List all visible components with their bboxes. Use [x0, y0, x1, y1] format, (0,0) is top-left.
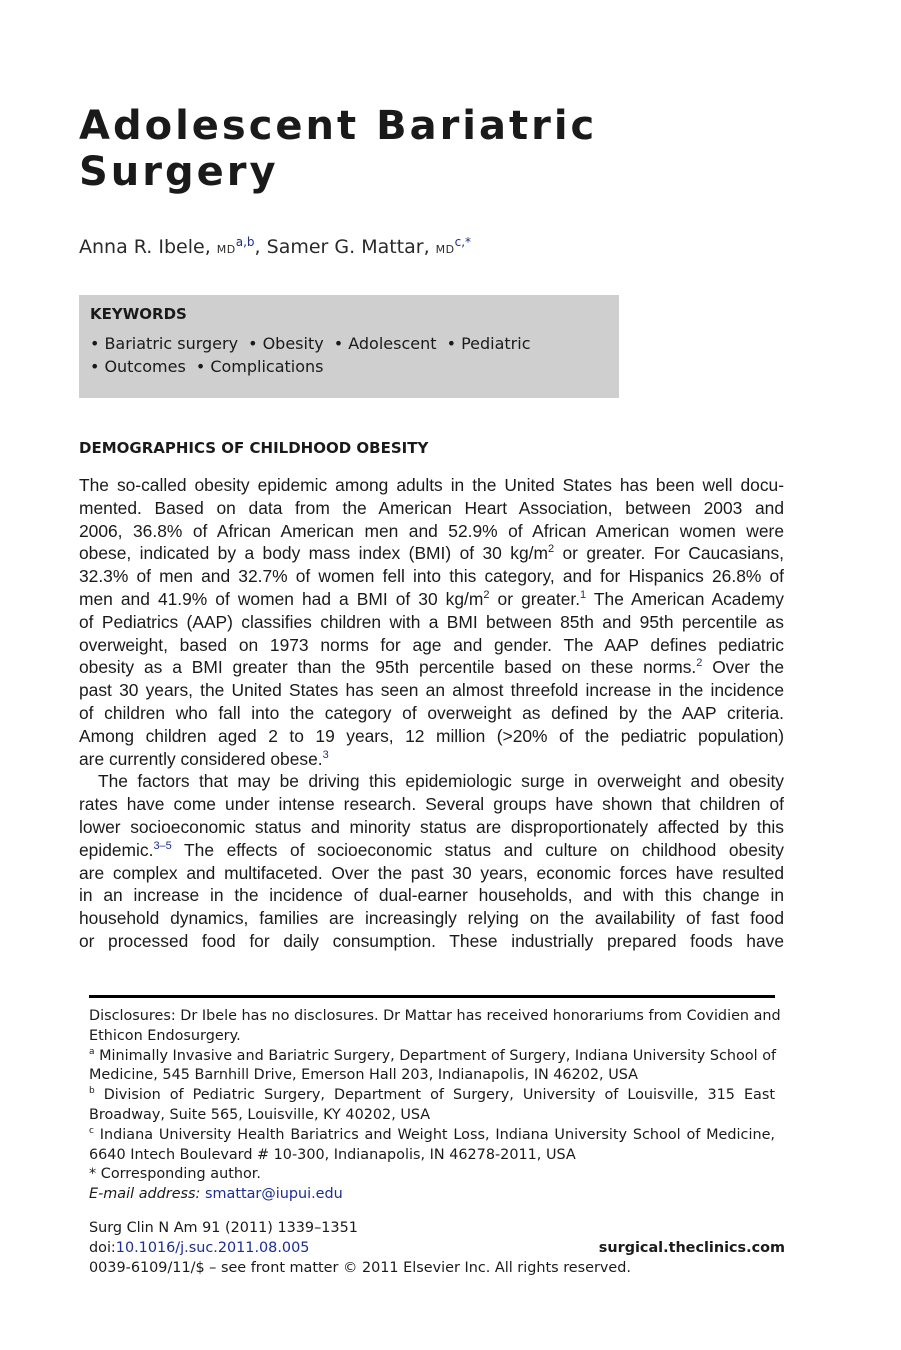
- text-fragment: epidemic.: [79, 839, 154, 860]
- keyword-item: Bariatric surgery: [104, 334, 239, 353]
- text-line: lower socioeconomic status and minority status are disproportionately affected by this: [79, 816, 784, 837]
- citation-link[interactable]: 3: [322, 748, 329, 761]
- text-fragment: obese, indicated by a body mass index (BMI) of 30 kg/m: [79, 543, 548, 564]
- footnote-line: Disclosures: Dr Ibele has no disclosures. Dr Mattar has received honorariums from Covidien and: [89, 1008, 781, 1024]
- text-line: overweight, based on 1973 norms for age and gender. The AAP defines pediatric: [79, 634, 784, 655]
- keywords-heading: KEYWORDS: [90, 305, 187, 323]
- keyword-item: Outcomes: [104, 357, 186, 376]
- text-fragment: men and 41.9% of women had a BMI of 30 kg/m: [79, 588, 484, 609]
- bullet-icon: •: [195, 357, 206, 376]
- keywords-line: [90, 357, 324, 376]
- affiliation-marker[interactable]: a,b: [235, 235, 255, 249]
- journal-website[interactable]: surgical.theclinics.com: [598, 1240, 785, 1256]
- journal-citation: Surg Clin N Am 91 (2011) 1339–1351: [89, 1220, 358, 1236]
- footnote-marker: c: [89, 1125, 94, 1136]
- citation-link[interactable]: 2: [696, 657, 703, 670]
- text-line: past 30 years, the United States has seen an almost threefold increase in the incidence: [79, 680, 784, 701]
- corresponding-author-note: * Corresponding author.: [89, 1166, 261, 1183]
- email-line: [89, 1185, 775, 1205]
- text-line: Among children aged 2 to 19 years, 12 million (>20% of the pediatric population): [79, 725, 784, 746]
- text-fragment: or greater.: [489, 588, 581, 609]
- text-line: [79, 839, 784, 862]
- author-list: [79, 236, 471, 258]
- footnote-line: Broadway, Suite 565, Louisville, KY 40202, USA: [89, 1106, 431, 1123]
- text-fragment: Over the: [702, 657, 784, 678]
- text-line: [79, 542, 784, 565]
- text-line: are complex and multifaceted. Over the past 30 years, economic forces have resulted: [79, 862, 784, 883]
- bullet-icon: •: [90, 334, 100, 353]
- footnote-line: [89, 1047, 775, 1067]
- email-link[interactable]: smattar@iupui.edu: [204, 1186, 343, 1203]
- citation-link[interactable]: 1: [580, 588, 587, 601]
- bullet-icon: •: [333, 334, 344, 353]
- text-line: The factors that may be driving this epidemiologic surge in overweight and obesity: [98, 771, 784, 792]
- doi-link[interactable]: 10.1016/j.suc.2011.08.005: [115, 1240, 310, 1256]
- superscript: 2: [483, 588, 490, 601]
- keyword-item: Adolescent: [348, 334, 437, 353]
- footnote-line: 6640 Intech Boulevard # 10-300, Indianapolis, IN 46278-2011, USA: [89, 1146, 576, 1163]
- bullet-icon: •: [446, 334, 457, 353]
- author-name: Anna R. Ibele,: [79, 236, 211, 258]
- keyword-item: Obesity: [262, 334, 324, 353]
- footnote-marker: a: [89, 1046, 95, 1057]
- keywords-box: [79, 295, 619, 398]
- text-line: 32.3% of men and 32.7% of women fell into this category, and for Hispanics 26.8% of: [79, 566, 784, 587]
- footnote-marker: b: [89, 1086, 95, 1097]
- text-fragment: The effects of socioeconomic status and culture on childhood obesity: [171, 839, 784, 860]
- text-line: 2006, 36.8% of African American men and 52.9% of African American women were: [79, 520, 784, 541]
- section-heading: DEMOGRAPHICS OF CHILDHOOD OBESITY: [79, 439, 429, 457]
- text-line: household dynamics, families are increasingly relying on the availability of fast food: [79, 908, 784, 929]
- citation-link[interactable]: 3–5: [153, 839, 172, 852]
- footnote-text: Minimally Invasive and Bariatric Surgery, Department of Surgery, Indiana University School of: [94, 1047, 777, 1064]
- footnote-line: Medicine, 545 Barnhill Drive, Emerson Hall 203, Indianapolis, IN 46202, USA: [89, 1067, 638, 1084]
- author-degree: MD: [435, 243, 455, 256]
- doi-prefix: doi:: [89, 1240, 116, 1256]
- footnote-line: [89, 1086, 775, 1106]
- footnote-divider: [89, 995, 775, 998]
- text-line: rates have come under intense research. Several groups have shown that children of: [79, 794, 784, 815]
- author-degree: MD: [216, 243, 236, 256]
- text-line: The so-called obesity epidemic among adults in the United States has been well docu-: [79, 475, 784, 495]
- keywords-line: [90, 334, 530, 353]
- text-line: or processed food for daily consumption. These industrially prepared foods have: [79, 930, 784, 951]
- bullet-icon: •: [90, 357, 100, 376]
- text-line: [79, 656, 784, 679]
- text-fragment: obesity as a BMI greater than the 95th percentile based on these norms.: [79, 657, 697, 678]
- text-line: in an increase in the incidence of dual-earner households, and with this change in: [79, 885, 784, 906]
- title-line-2: Surgery: [79, 149, 279, 195]
- footnote-line: [89, 1126, 775, 1146]
- body-text: [79, 474, 784, 953]
- text-line: [79, 588, 784, 611]
- author-separator: ,: [254, 236, 261, 258]
- bullet-icon: •: [248, 334, 258, 353]
- article-title: [79, 103, 597, 195]
- text-line: of Pediatrics (AAP) classifies children with a BMI between 85th and 95th percentile as: [79, 611, 784, 632]
- footnote-text: Indiana University Health Bariatrics and Weight Loss, Indiana University School of Medicine,: [93, 1126, 775, 1143]
- text-fragment: The American Academy: [586, 588, 784, 609]
- text-line: [79, 748, 784, 771]
- text-fragment: are currently considered obese.: [79, 748, 323, 769]
- superscript: 2: [547, 543, 555, 556]
- affiliation-marker[interactable]: c,*: [454, 235, 472, 249]
- author-name: Samer G. Mattar,: [266, 236, 430, 258]
- footnote-line: Ethicon Endosurgery.: [89, 1027, 241, 1044]
- text-fragment: or greater. For Caucasians,: [554, 543, 784, 564]
- copyright-line: 0039-6109/11/$ – see front matter © 2011 Elsevier Inc. All rights reserved.: [89, 1260, 631, 1276]
- email-label: E-mail address:: [89, 1186, 201, 1203]
- title-line-1: Adolescent Bariatric: [79, 103, 598, 149]
- keyword-item: Complications: [210, 357, 324, 376]
- text-line: of children who fall into the category of overweight as defined by the AAP criteria.: [79, 702, 784, 723]
- footnote-text: Division of Pediatric Surgery, Department of Surgery, University of Louisville, 315 East: [94, 1087, 775, 1104]
- footnotes: [89, 1007, 781, 1205]
- text-line: mented. Based on data from the American Heart Association, between 2003 and: [79, 497, 784, 518]
- keyword-item: Pediatric: [461, 334, 531, 353]
- article-meta: [89, 1218, 785, 1278]
